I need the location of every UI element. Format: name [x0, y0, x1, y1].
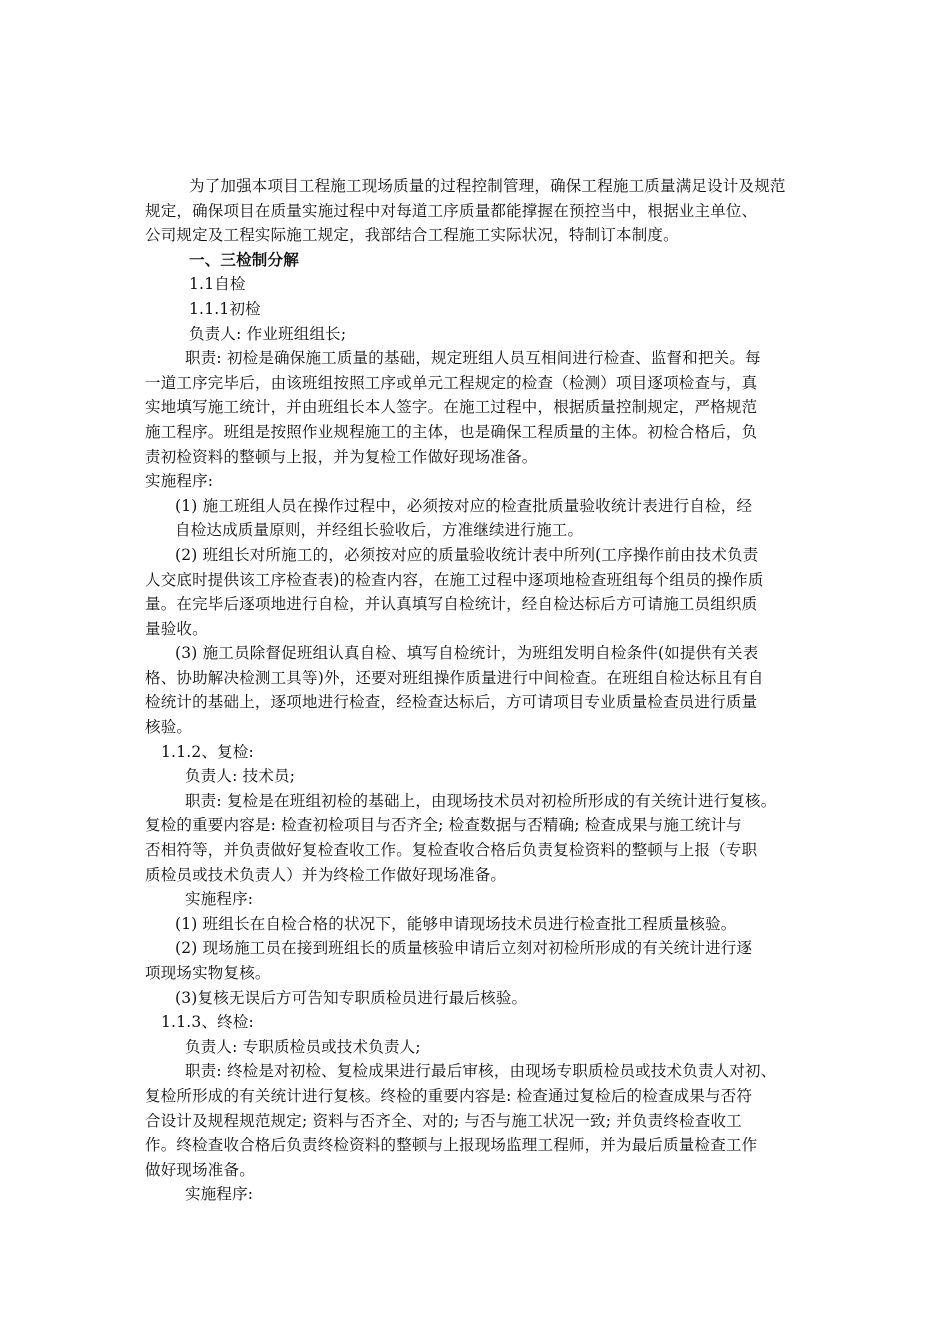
- text-line: 质检员或技术负责人）并为终检工作做好现场准备。: [145, 865, 507, 884]
- text-line: 人交底时提供该工序检查表)的检查内容，在施工过程中逐项地检查班组每个组员的操作质: [145, 570, 764, 589]
- text-line: 1.1自检: [189, 275, 246, 294]
- text-line: 负责人: 作业班组组长;: [189, 324, 347, 343]
- text-line: 职责: 初检是确保施工质量的基础，规定班组人员互相间进行检查、监督和把关。每: [185, 349, 761, 368]
- text-line: 职责: 复检是在班组初检的基础上，由现场技术员对初检所形成的有关统计进行复核。: [185, 791, 777, 810]
- text-line: (2) 班组长对所施工的，必须按对应的质量验收统计表中所列(工序操作前由技术负责: [175, 545, 759, 564]
- text-line: 为了加强本项目工程施工现场质量的过程控制管理，确保工程施工质量满足设计及规范: [189, 177, 786, 195]
- text-line: 施工程序。班组是按照作业规程施工的主体，也是确保工程质量的主体。初检合格后，负: [145, 422, 758, 441]
- text-line: 职责: 终检是对初检、复检成果进行最后审核，由现场专职质检员或技术负责人对初、: [185, 1062, 777, 1081]
- text-line: 责初检资料的整顿与上报，并为复检工作做好现场准备。: [145, 447, 538, 466]
- text-line: 1.1.3、终检:: [161, 1013, 254, 1032]
- text-line: 检统计的基础上，逐项地进行检查，经检查达标后，方可请项目专业质量检查员进行质量: [145, 693, 758, 712]
- text-line: 核验。: [145, 718, 193, 737]
- text-line: 量。在完毕后逐项地进行自检，并认真填写自检统计，经自检达标后方可请施工员组织质: [145, 595, 758, 614]
- text-line: 公司规定及工程实际施工规定，我部结合工程施工实际状况，特制订本制度。: [145, 226, 679, 245]
- document-body: [145, 174, 815, 1207]
- text-line: 作。终检查收合格后负责终检资料的整顿与上报现场监理工程师，并为最后质量检查工作: [145, 1136, 758, 1155]
- text-line: 做好现场准备。: [145, 1160, 255, 1179]
- text-line: 项现场实物复核。: [145, 964, 271, 982]
- text-line: 否相符等，并负责做好复检查收工作。复检查收合格后负责复检资料的整顿与上报（专职: [145, 841, 758, 860]
- section-heading: 一、三检制分解: [189, 249, 299, 269]
- text-line: (2) 现场施工员在接到班组长的质量核验申请后立刻对初检所形成的有关统计进行逐: [175, 939, 753, 958]
- text-line: 1.1.2、复检:: [161, 742, 254, 761]
- text-line: (3)复核无误后方可告知专职质检员进行最后核验。: [175, 988, 528, 1007]
- text-line: 负责人: 专职质检员或技术负责人;: [185, 1037, 421, 1056]
- text-line: 实施程序:: [145, 472, 214, 491]
- text-line: 实施程序:: [185, 1185, 254, 1204]
- text-line: 自检达成质量原则，并经组长验收后，方准继续进行施工。: [175, 521, 584, 540]
- text-line: (1) 班组长在自检合格的状况下，能够申请现场技术员进行检查批工程质量核验。: [175, 914, 737, 933]
- text-line: 实地填写施工统计，并由班组长本人签字。在施工过程中，根据质量控制规定，严格规范: [145, 398, 758, 417]
- text-line: 实施程序:: [185, 890, 254, 909]
- text-line: 复检所形成的有关统计进行复核。终检的重要内容是: 检查通过复检后的检查成果与否符: [145, 1086, 753, 1105]
- text-line: 负责人: 技术员;: [185, 767, 296, 786]
- text-line: (1) 施工班组人员在操作过程中，必须按对应的检查批质量验收统计表进行自检，经: [175, 496, 753, 515]
- text-line: 复检的重要内容是: 检查初检项目与否齐全; 检查数据与否精确; 检查成果与施工统计与: [145, 816, 742, 835]
- text-line: 量验收。: [145, 619, 208, 638]
- text-line: 规定，确保项目在质量实施过程中对每道工序质量都能撑握在预控当中，根据业主单位、: [145, 201, 758, 220]
- text-line: 格、协助解决检测工具等)外，还要对班组操作质量进行中间检查。在班组自检达标且有自: [145, 668, 764, 687]
- text-line: (3) 施工员除督促班组认真自检、填写自检统计，为班组发明自检条件(如提供有关表: [175, 644, 759, 663]
- text-line: 1.1.1初检: [189, 299, 261, 318]
- text-line: 合设计及规程规范规定; 资料与否齐全、对的; 与否与施工状况一致; 并负责终检查收工: [145, 1111, 742, 1130]
- text-line: 一道工序完毕后，由该班组按照工序或单元工程规定的检查（检测）项目逐项检查与，真: [145, 373, 758, 392]
